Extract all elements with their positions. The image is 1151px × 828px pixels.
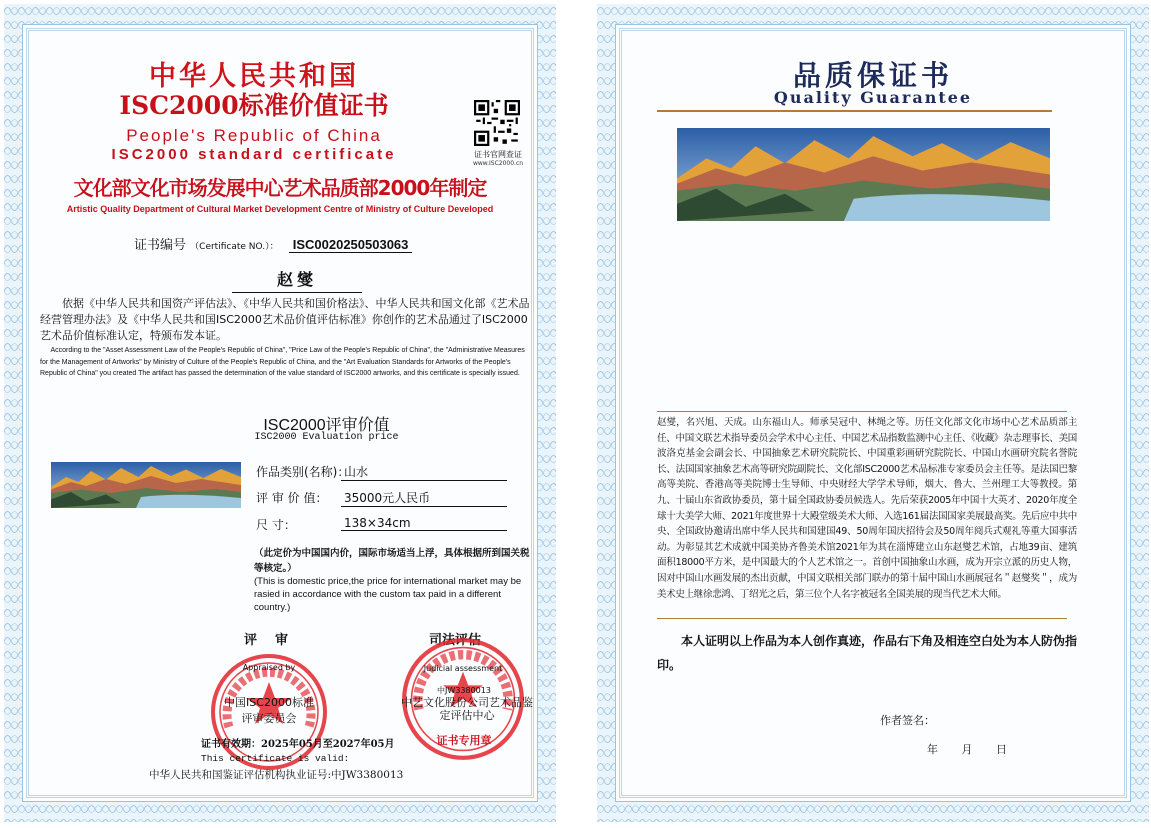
date-label: 年 月 日	[927, 743, 1007, 756]
certificate-left-page	[4, 4, 556, 822]
category-label: 作品类别(名称)：	[256, 465, 350, 479]
certificate-number	[134, 234, 412, 253]
certificate-right-page	[597, 4, 1149, 822]
validity-en: This certificate is valid:	[201, 753, 350, 764]
qr-code-icon[interactable]	[474, 100, 520, 146]
legal-basis-cn: 依据《中华人民共和国资产评估法》、《中华人民共和国价格法》、中华人民共和国文化部《艺术品经营管理办法》及《中华人民共和国ISC2000艺术品价值评估标准》你创作的艺术品通过了ISC2000艺术品价值标准认定，特颁布发本证。	[40, 297, 530, 342]
price-note-cn: （此定价为中国国内价，国际市场适当上浮，具体根据所到国关税等核定。）	[254, 548, 530, 574]
certificate-number-value: ISC0020250503063	[289, 237, 413, 253]
certificate-number-label: 证书编号	[134, 238, 187, 253]
artist-name: 赵燮	[232, 267, 362, 293]
field-category	[256, 463, 369, 480]
price-note-en: (This is domestic price,the price for international market may be rasied in accordance with the custom tax paid in a different country.)	[254, 576, 522, 613]
price-value: 35000元人民币	[341, 489, 507, 507]
field-size	[256, 516, 411, 533]
price-label: 评 审 价 值：	[256, 491, 328, 505]
authenticity-declaration: 本人证明以上作品为本人创作真迹，作品右下角及相连空白处为本人防伪指印。	[657, 634, 1078, 672]
review-seal-text: 中国ISC2000标准评审委员会	[224, 696, 314, 725]
qr-url[interactable]: www.ISC2000.cn	[472, 160, 524, 167]
evaluation-title: ISC2000评审价值	[263, 417, 390, 434]
department-title-en: Artistic Quality Department of Cultural Market Development Centre of Ministry of Culture Developed	[66, 204, 494, 214]
artwork-image	[677, 128, 1050, 221]
category-value: 山水	[341, 463, 507, 481]
artist-biography: 赵燮，名兴旭、天成。山东福山人。师承吴冠中、林绳之等。历任文化部文化市场中心艺术品质部主任、中国文联艺术指导委员会学术中心主任、中国艺术品指数监测中心主任、《收藏》杂志理事长、美国波洛克基金会副会长、中国抽象艺术研究院院长、中国重彩画研究院院长、中国山水画研究院名誉院长、法国国家抽象艺术高等研究院副院长、文化部ISC2000艺术品标准专家委员会主任等。是法国巴黎高等美院、香港高等美院博士生导师、中央财经大学学术导师，烟大、鲁大、兰州理工大等教授。第九、十届山东省政协委员，第十届全国政协委员候选人。先后荣获2005年中国十大英才、2020年度全球十大美学大师、2021年度世界十大殿堂级美术大师、入选161届法国国家美展最高奖。先后应中共中央、全国政协邀请出席中华人民共和国建国49、50周年国庆招待会及50周年阅兵式观礼等重大国事活动。为彰显其艺术成就中国美协齐鲁美术馆2021年为其在淄博建立山东赵燮艺术馆，占地39亩、建筑面积18000平方米，是中国最大的个人艺术馆之一。首创中国抽象山水画，成为开宗立派的历史人物，因对中国山水画发展的杰出贡献，中国文联相关部门联办的第十届中国山水画展冠名＂赵燮奖＂，成为美术史上继徐悲鸿、丁绍光之后，第三位个人名字被冠名全国美展的现当代艺术大师。	[657, 417, 1077, 600]
legal-basis-en: According to the "Asset Assessment Law of the People's Republic of China", "Price Law of the People's Republic of China", the "Administrative Measures for the Management of Artworks" by Ministry of Culture of the People's Republic of China, and the "Art Evaluation Standards for Artworks of the People's Republic of China" you created The artifact has passed the determination of the value standard of ISC2000 artworks, and this certificate is specially issued.	[40, 347, 525, 377]
size-label: 尺 寸：	[256, 518, 296, 532]
title-en-certificate: ISC2000 standard certificate	[111, 146, 397, 163]
title-prc: 中华人民共和国	[149, 61, 359, 92]
evaluation-subtitle: ISC2000 Evaluation price	[254, 432, 399, 443]
title-en-prc: People's Republic of China	[126, 126, 382, 145]
review-seal-en: Appraised by	[242, 663, 296, 672]
title-certificate: ISC2000标准价值证书	[119, 91, 389, 120]
field-price	[256, 489, 431, 506]
bio-divider-bottom	[657, 618, 1067, 619]
guarantee-subtitle: Quality Guarantee	[773, 88, 973, 107]
judicial-seal-code: 中JW3380013	[437, 686, 491, 695]
validity-period: 证书有效期：2025年05月至2027年05月	[201, 739, 395, 750]
license-number: 中华人民共和国鉴证评估机构执业证号:中JW3380013	[149, 769, 404, 781]
review-label: 评审	[244, 633, 307, 648]
judicial-label: 司法评估	[429, 633, 482, 648]
certificate-number-label-en: （Certificate NO.）：	[190, 242, 279, 252]
title-divider	[657, 110, 1052, 112]
qr-caption: 证书官网查证	[474, 150, 522, 159]
artwork-thumbnail	[51, 462, 241, 508]
department-title: 文化部文化市场发展中心艺术品质部2000年制定	[73, 176, 487, 200]
guarantee-title: 品质保证书	[792, 59, 953, 92]
size-value: 138×34cm	[341, 516, 507, 531]
judicial-seal-bottom: 证书专用章	[436, 734, 492, 747]
judicial-seal-text: 中艺文化股份公司艺术品鉴定评估中心	[401, 696, 533, 722]
judicial-seal-en: Judicial assessment	[423, 664, 503, 673]
signature-label: 作者签名：	[880, 714, 935, 727]
bio-divider-top	[657, 411, 1067, 412]
